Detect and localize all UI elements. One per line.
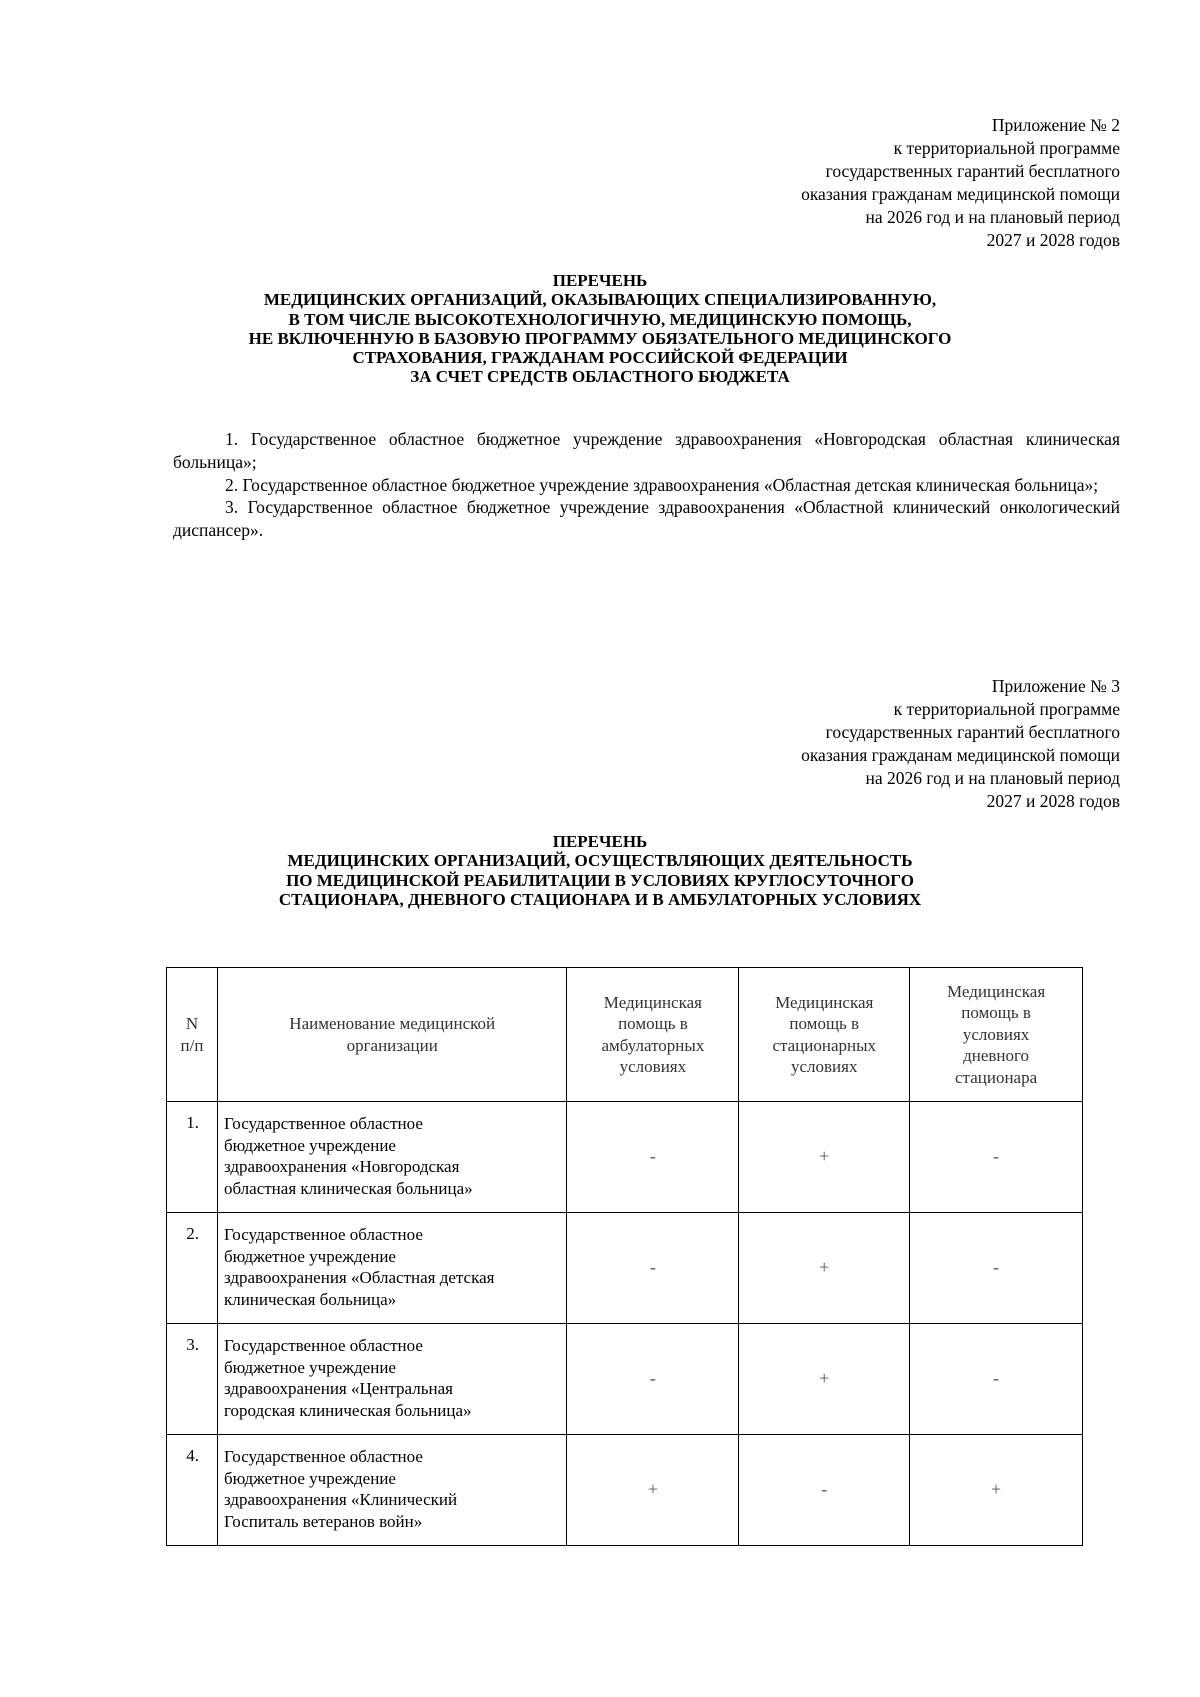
appendix-line: на 2026 год и на плановый период bbox=[865, 207, 1120, 227]
header-line: N bbox=[185, 1014, 199, 1033]
header-line: организации bbox=[346, 1035, 438, 1055]
table-row bbox=[167, 1435, 1083, 1546]
header-line: стационара bbox=[955, 1067, 1038, 1087]
appendix-2-title bbox=[0, 271, 1200, 387]
name-line: Государственное областное bbox=[223, 1336, 423, 1355]
organization-name bbox=[217, 1102, 567, 1213]
inpatient-mark: + bbox=[739, 1102, 910, 1213]
table-row bbox=[167, 1102, 1083, 1213]
title-line: СТАЦИОНАРА, ДНЕВНОГО СТАЦИОНАРА И В АМБУЛАТОРНЫХ УСЛОВИЯХ bbox=[278, 889, 922, 909]
header-line: Медицинская bbox=[603, 992, 702, 1012]
title-line: СТРАХОВАНИЯ, ГРАЖДАНАМ РОССИЙСКОЙ ФЕДЕРАЦИИ bbox=[352, 348, 848, 368]
list-item: 1. Государственное областное бюджетное учреждение здравоохранения «Новгородская областная клиническая больница»; bbox=[173, 429, 1120, 472]
name-line: областная клиническая больница» bbox=[223, 1178, 473, 1198]
name-line: здравоохранения «Новгородская bbox=[223, 1157, 460, 1176]
day-hospital-mark: - bbox=[910, 1102, 1083, 1213]
name-line: Государственное областное bbox=[223, 1447, 423, 1466]
ambulatory-mark: + bbox=[567, 1435, 739, 1546]
header-line: амбулаторных bbox=[601, 1035, 705, 1055]
appendix-line: оказания гражданам медицинской помощи bbox=[801, 184, 1120, 204]
header-line: помощь в bbox=[618, 1014, 688, 1033]
header-line: Наименование медицинской bbox=[289, 1014, 496, 1033]
header-line: дневного bbox=[963, 1046, 1030, 1066]
name-line: Государственное областное bbox=[223, 1114, 423, 1133]
appendix-line: оказания гражданам медицинской помощи bbox=[801, 745, 1120, 765]
header-ambulatory bbox=[567, 968, 739, 1102]
appendix-line: 2027 и 2028 годов bbox=[986, 230, 1120, 250]
organization-name bbox=[217, 1435, 567, 1546]
table-row bbox=[167, 1324, 1083, 1435]
name-line: бюджетное учреждение bbox=[223, 1468, 396, 1488]
header-line: условиях bbox=[962, 1024, 1030, 1044]
organization-name bbox=[217, 1324, 567, 1435]
row-number: 4. bbox=[167, 1435, 218, 1546]
header-line: помощь в bbox=[789, 1014, 860, 1033]
list-item: 3. Государственное областное бюджетное учреждение здравоохранения «Областной клинический онкологический диспансер». bbox=[173, 497, 1120, 541]
appendix-3-caption bbox=[801, 675, 1120, 813]
name-line: бюджетное учреждение bbox=[223, 1246, 396, 1266]
header-line: п/п bbox=[180, 1035, 204, 1055]
header-name bbox=[217, 968, 567, 1102]
appendix-line: государственных гарантий бесплатного bbox=[825, 161, 1120, 181]
day-hospital-mark: + bbox=[910, 1435, 1083, 1546]
name-line: клиническая больница» bbox=[223, 1289, 397, 1309]
name-line: здравоохранения «Областная детская bbox=[223, 1268, 495, 1287]
header-day-hospital bbox=[910, 968, 1083, 1102]
inpatient-mark: - bbox=[739, 1435, 910, 1546]
appendix-line: государственных гарантий бесплатного bbox=[825, 722, 1120, 742]
list-item: 2. Государственное областное бюджетное учреждение здравоохранения «Областная детская клиническая больница»; bbox=[225, 474, 1099, 495]
title-line: ПЕРЕЧЕНЬ bbox=[552, 271, 648, 290]
title-line: ПЕРЕЧЕНЬ bbox=[552, 832, 648, 851]
header-inpatient bbox=[739, 968, 910, 1102]
inpatient-mark: + bbox=[739, 1213, 910, 1324]
title-line: МЕДИЦИНСКИХ ОРГАНИЗАЦИЙ, ОСУЩЕСТВЛЯЮЩИХ ДЕЯТЕЛЬНОСТЬ bbox=[287, 851, 913, 871]
header-line: условиях bbox=[619, 1057, 687, 1076]
appendix-line: 2027 и 2028 годов bbox=[986, 791, 1120, 811]
title-line: НЕ ВКЛЮЧЕННУЮ В БАЗОВУЮ ПРОГРАММУ ОБЯЗАТЕЛЬНОГО МЕДИЦИНСКОГО bbox=[248, 328, 952, 348]
header-line: Медицинская bbox=[946, 981, 1046, 1001]
appendix-line: Приложение № 3 bbox=[991, 676, 1120, 696]
table-header-row bbox=[167, 968, 1083, 1102]
organization-name bbox=[217, 1213, 567, 1324]
appendix-line: к территориальной программе bbox=[893, 138, 1120, 158]
ambulatory-mark: - bbox=[567, 1324, 739, 1435]
ambulatory-mark: - bbox=[567, 1102, 739, 1213]
name-line: бюджетное учреждение bbox=[223, 1357, 396, 1377]
appendix-2-caption bbox=[801, 114, 1120, 252]
header-line: условиях bbox=[790, 1057, 858, 1076]
header-line: Медицинская bbox=[775, 992, 874, 1012]
organization-list bbox=[173, 428, 1120, 542]
header-line: помощь в bbox=[961, 1003, 1031, 1023]
rehabilitation-table bbox=[166, 967, 1083, 1546]
title-line: В ТОМ ЧИСЛЕ ВЫСОКОТЕХНОЛОГИЧНУЮ, МЕДИЦИНСКУЮ ПОМОЩЬ, bbox=[288, 309, 912, 329]
name-line: Госпиталь ветеранов войн» bbox=[223, 1511, 423, 1531]
appendix-line: на 2026 год и на плановый период bbox=[865, 768, 1120, 788]
title-line: ЗА СЧЕТ СРЕДСТВ ОБЛАСТНОГО БЮДЖЕТА bbox=[410, 367, 790, 387]
name-line: бюджетное учреждение bbox=[223, 1135, 396, 1155]
name-line: Государственное областное bbox=[223, 1225, 423, 1244]
ambulatory-mark: - bbox=[567, 1213, 739, 1324]
inpatient-mark: + bbox=[739, 1324, 910, 1435]
appendix-3-title bbox=[0, 832, 1200, 909]
row-number: 2. bbox=[167, 1213, 218, 1324]
title-line: ПО МЕДИЦИНСКОЙ РЕАБИЛИТАЦИИ В УСЛОВИЯХ КРУГЛОСУТОЧНОГО bbox=[286, 870, 914, 890]
appendix-line: к территориальной программе bbox=[893, 699, 1120, 719]
name-line: здравоохранения «Клинический bbox=[223, 1490, 458, 1509]
title-line: МЕДИЦИНСКИХ ОРГАНИЗАЦИЙ, ОКАЗЫВАЮЩИХ СПЕЦИАЛИЗИРОВАННУЮ, bbox=[263, 290, 937, 310]
appendix-line: Приложение № 2 bbox=[991, 115, 1120, 135]
name-line: здравоохранения «Центральная bbox=[223, 1379, 453, 1398]
table-row bbox=[167, 1213, 1083, 1324]
row-number: 3. bbox=[167, 1324, 218, 1435]
header-num bbox=[167, 968, 218, 1102]
day-hospital-mark: - bbox=[910, 1213, 1083, 1324]
name-line: городская клиническая больница» bbox=[223, 1400, 472, 1420]
day-hospital-mark: - bbox=[910, 1324, 1083, 1435]
row-number: 1. bbox=[167, 1102, 218, 1213]
header-line: стационарных bbox=[772, 1035, 877, 1055]
